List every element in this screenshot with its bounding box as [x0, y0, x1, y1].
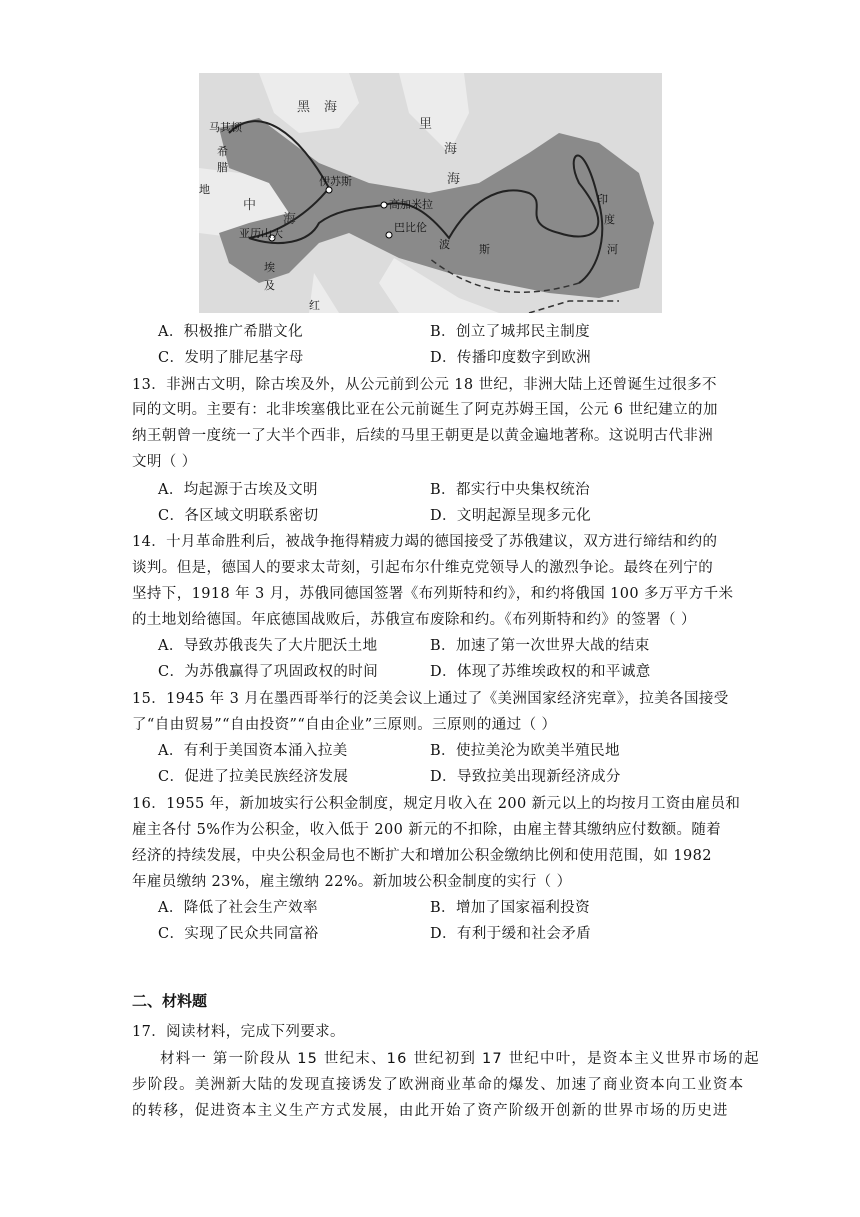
q13-option-c[interactable]: C．各区域文明联系密切 [158, 508, 319, 524]
q15-option-b[interactable]: B．使拉美沦为欧美半殖民地 [430, 743, 620, 759]
label-indus-1: 印 [597, 193, 608, 206]
label-caspian-1: 里 [419, 117, 433, 132]
alexander-campaign-map [199, 73, 662, 313]
q16-line-4: 年雇员缴纳 23%，雇主缴纳 22%。新加坡公积金制度的实行（ ） [132, 874, 572, 890]
babylon-dot [386, 232, 392, 238]
label-egypt-2: 及 [264, 279, 275, 292]
q14-line-2: 谈判。但是，德国人的要求太苛刻，引起布尔什维克党领导人的激烈争论。最终在列宁的 [132, 560, 714, 576]
q13-line-3: 纳王朝曾一度统一了大半个西非，后续的马里王朝更是以黄金遍地著称。这说明古代非洲 [132, 428, 714, 444]
label-issus: 伊苏斯 [319, 175, 352, 188]
label-egypt-1: 埃 [264, 261, 275, 274]
label-macedon: 马其顿 [209, 121, 242, 134]
q15-line-1: 15．1945 年 3 月在墨西哥举行的泛美会议上通过了《美洲国家经济宪章》，拉美各国接受 [132, 691, 729, 707]
q12-option-d[interactable]: D．传播印度数字到欧洲 [430, 350, 592, 366]
q12-option-a[interactable]: A．积极推广希腊文化 [158, 324, 303, 340]
q16-option-d[interactable]: D．有利于缓和社会矛盾 [430, 926, 592, 942]
q17-material-line-3: 的转移，促进资本主义生产方式发展，由此开始了资产阶级开创新的世界市场的历史进 [132, 1103, 729, 1119]
q16-option-b[interactable]: B．增加了国家福利投资 [430, 900, 591, 916]
label-babylon: 巴比伦 [394, 221, 427, 234]
label-persia-2: 斯 [479, 243, 490, 256]
label-indus-2: 度 [604, 213, 615, 226]
label-med-1: 中 [243, 198, 257, 213]
q14-option-a[interactable]: A．导致苏俄丧失了大片肥沃土地 [158, 638, 378, 654]
q15-option-d[interactable]: D．导致拉美出现新经济成分 [430, 769, 621, 785]
q14-line-3: 坚持下，1918 年 3 月，苏俄同德国签署《布列斯特和约》，和约将俄国 100 多万平方千米 [132, 586, 734, 602]
label-red-sea: 红 [309, 299, 320, 312]
q13-line-1: 13．非洲古文明，除古埃及外，从公元前到公元 18 世纪，非洲大陆上还曾诞生过很多不 [132, 377, 717, 393]
q17-material-line-1: 材料一 第一阶段从 15 世纪末、16 世纪初到 17 世纪中叶，是资本主义世界市场的起 [160, 1051, 760, 1067]
gaugamela-dot [381, 202, 387, 208]
label-greece-1: 希 [217, 145, 228, 158]
label-black-sea-2: 海 [324, 100, 338, 115]
q15-line-2: 了“自由贸易”“自由投资”“自由企业”三原则。三原则的通过（ ） [132, 717, 557, 733]
q17-intro: 17．阅读材料，完成下列要求。 [132, 1024, 345, 1040]
label-indus-3: 河 [607, 243, 618, 256]
q17-material-line-2: 步阶段。美洲新大陆的发现直接诱发了欧洲商业革命的爆发、加速了商业资本向工业资本 [132, 1077, 745, 1093]
q16-option-a[interactable]: A．降低了社会生产效率 [158, 900, 318, 916]
section-title: 二、材料题 [132, 992, 208, 1010]
label-persia-1: 波 [439, 238, 450, 251]
q13-line-4: 文明（ ） [132, 454, 197, 470]
label-greece-2: 腊 [217, 161, 228, 174]
q14-option-b[interactable]: B．加速了第一次世界大战的结束 [430, 638, 650, 654]
q15-option-c[interactable]: C．促进了拉美民族经济发展 [158, 769, 349, 785]
q16-line-2: 雇主各付 5%作为公积金，收入低于 200 新元的不扣除，由雇主替其缴纳应付数额。随着 [132, 822, 722, 838]
q14-option-d[interactable]: D．体现了苏维埃政权的和平诚意 [430, 664, 651, 680]
q16-line-3: 经济的持续发展，中央公积金局也不断扩大和增加公积金缴纳比例和使用范围，如 1982 [132, 848, 712, 864]
q13-option-d[interactable]: D．文明起源呈现多元化 [430, 508, 592, 524]
label-di: 地 [199, 183, 210, 196]
label-med-2: 海 [283, 212, 297, 227]
q14-line-4: 的土地划给德国。年底德国战败后，苏俄宣布废除和约。《布列斯特和约》的签署（ ） [132, 612, 696, 628]
label-alexandria: 亚历山大 [239, 227, 283, 240]
q15-option-a[interactable]: A．有利于美国资本涌入拉美 [158, 743, 348, 759]
q14-option-c[interactable]: C．为苏俄赢得了巩固政权的时间 [158, 664, 379, 680]
q13-line-2: 同的文明。主要有：北非埃塞俄比亚在公元前诞生了阿克苏姆王国，公元 6 世纪建立的加 [132, 402, 718, 418]
q12-option-b[interactable]: B．创立了城邦民主制度 [430, 324, 591, 340]
q13-option-a[interactable]: A．均起源于古埃及文明 [158, 482, 318, 498]
q16-option-c[interactable]: C．实现了民众共同富裕 [158, 926, 319, 942]
q16-line-1: 16．1955 年，新加坡实行公积金制度，规定月收入在 200 新元以上的均按月工资由雇员和 [132, 796, 741, 812]
label-gaugamela: 高加米拉 [389, 198, 433, 211]
label-caspian-2: 海 [444, 142, 458, 157]
label-caspian-3: 海 [447, 172, 461, 187]
label-black-sea-1: 黑 [297, 100, 311, 115]
q12-option-c[interactable]: C．发明了腓尼基字母 [158, 350, 304, 366]
q13-option-b[interactable]: B．都实行中央集权统治 [430, 482, 591, 498]
q14-line-1: 14．十月革命胜利后，被战争拖得精疲力竭的德国接受了苏俄建议，双方进行缔结和约的 [132, 534, 718, 550]
